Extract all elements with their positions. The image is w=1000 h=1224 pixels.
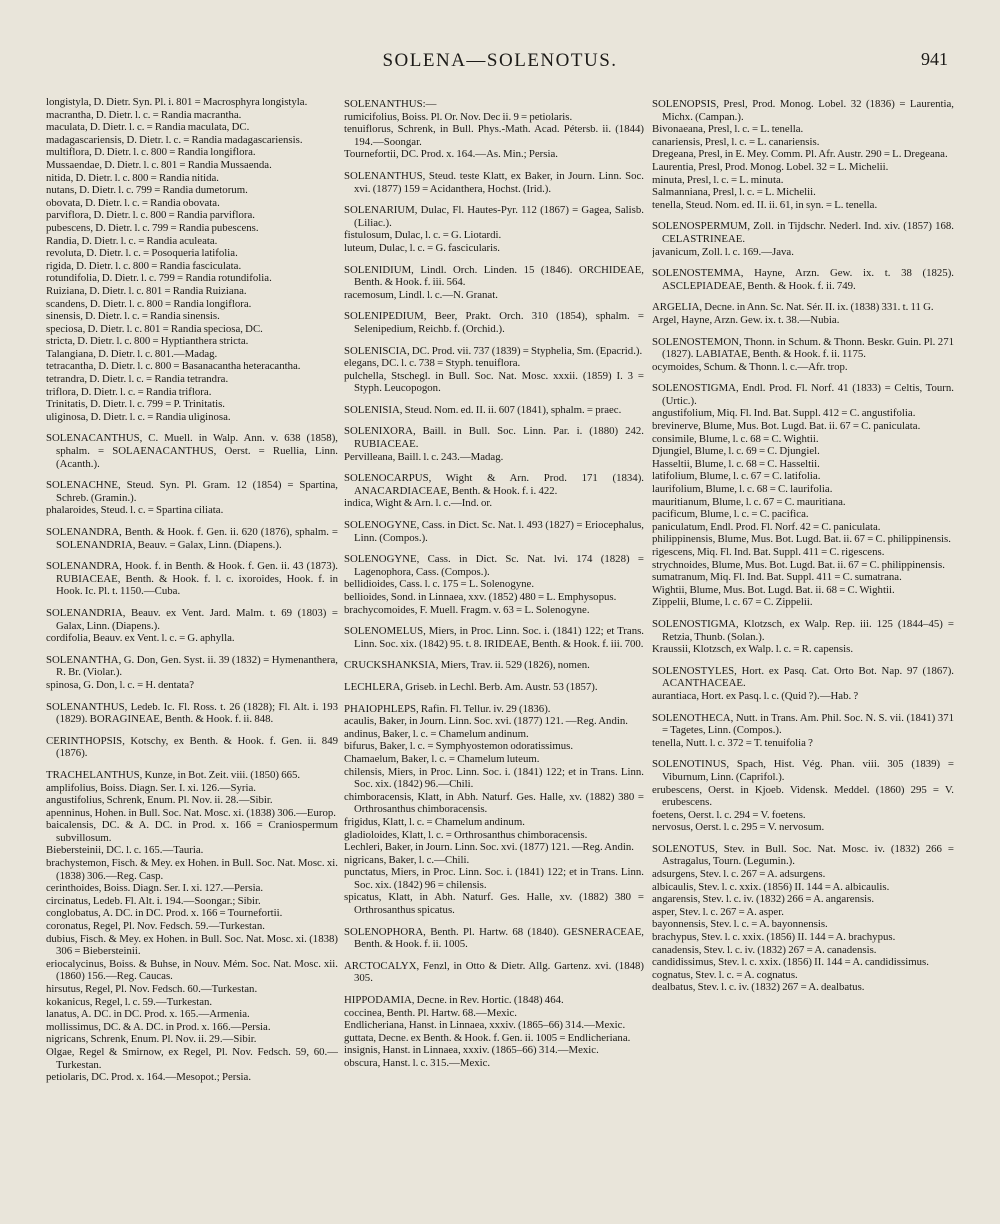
dictionary-entry: CERINTHOPSIS, Kotschy, ex Benth. & Hook. f. Gen. ii. 849 (1876). bbox=[46, 734, 338, 760]
dictionary-entry: Trinitatis, D. Dietr. l. c. 799 = P. Trinitatis. bbox=[46, 398, 225, 411]
dictionary-entry: SOLENOSPERMUM, Zoll. in Tijdschr. Nederl. Ind. xiv. (1857) 168. CELASTRINEAE. bbox=[652, 220, 954, 245]
dictionary-entry: eriocalycinus, Boiss. & Buhse, in Nouv. Mém. Soc. Nat. Mosc. xii. (1860) 156.—Reg. Caucas. bbox=[46, 957, 338, 983]
dictionary-entry: chimboracensis, Klatt, in Abh. Naturf. Ges. Halle, xv. (1882) 380 = Orthrosanthus chimboracensis. bbox=[344, 790, 644, 816]
dictionary-entry: spinosa, G. Don, l. c. = H. dentata? bbox=[46, 678, 195, 691]
dictionary-entry: stricta, D. Dietr. l. c. 800 = Hyptianthera stricta. bbox=[46, 335, 249, 348]
column-left bbox=[46, 96, 338, 1202]
dictionary-entry: SOLENOTHECA, Nutt. in Trans. Am. Phil. Soc. N. S. vii. (1841) 371 = Tagetes, Linn. (Compos.). bbox=[652, 711, 954, 737]
dictionary-entry: SOLENOSTIGMA, Klotzsch, ex Walp. Rep. iii. 125 (1844–45) = Retzia, Thunb. (Solan.). bbox=[652, 617, 954, 643]
dictionary-entry: nitida, D. Dietr. l. c. 800 = Randia nitida. bbox=[46, 171, 220, 184]
dictionary-entry: SOLENOTUS, Stev. in Bull. Soc. Nat. Mosc. iv. (1832) 266 = Astragalus, Tourn. (Legumin.). bbox=[652, 842, 954, 868]
dictionary-entry: Wightii, Blume, Mus. Bot. Lugd. Bat. ii. 68 = C. Wightii. bbox=[652, 583, 895, 596]
dictionary-entry: tenella, Steud. Nom. ed. II. ii. 61, in syn. = L. tenella. bbox=[652, 198, 878, 211]
dictionary-entry: consimile, Blume, l. c. 68 = C. Wightii. bbox=[652, 432, 819, 445]
column-middle bbox=[344, 96, 644, 1202]
dictionary-entry: rotundifolia, D. Dietr. l. c. 799 = Randia rotundifolia. bbox=[46, 272, 272, 285]
dictionary-entry: bellioides, Sond. in Linnaea, xxv. (1852) 480 = L. Emphysopus. bbox=[344, 591, 617, 603]
dictionary-entry: PHAIOPHLEPS, Rafin. Fl. Tellur. iv. 29 (1836). bbox=[344, 702, 551, 715]
dictionary-entry: spicatus, Klatt, in Abh. Naturf. Ges. Halle, xv. (1882) 380 = Orthrosanthus spicatus. bbox=[344, 891, 644, 917]
dictionary-entry: parviflora, D. Dietr. l. c. 800 = Randia parviflora. bbox=[46, 209, 255, 222]
dictionary-entry: candidissimus, Stev. l. c. xxix. (1856) II. 144 = A. candidissimus. bbox=[652, 956, 929, 969]
dictionary-entry: SOLENANTHUS:— bbox=[344, 98, 437, 110]
dictionary-entry: adsurgens, Stev. l. c. 267 = A. adsurgens. bbox=[652, 868, 826, 881]
dictionary-entry: SOLENACHNE, Steud. Syn. Pl. Gram. 12 (1854) = Spartina, Schreb. (Gramin.). bbox=[46, 479, 338, 504]
dictionary-entry: phalaroides, Steud. l. c. = Spartina ciliata. bbox=[46, 504, 224, 517]
dictionary-entry: Randia, D. Dietr. l. c. = Randia aculeata. bbox=[46, 234, 218, 247]
dictionary-entry: SOLENIDIUM, Lindl. Orch. Linden. 15 (1846). ORCHIDEAE, Benth. & Hook. f. iii. 564. bbox=[344, 263, 644, 289]
dictionary-entry: guttata, Decne. ex Benth. & Hook. f. Gen. ii. 1005 = Endlicheriana. bbox=[344, 1031, 631, 1044]
dictionary-entry: SOLENANTHUS, Steud. teste Klatt, ex Baker, in Journ. Linn. Soc. xvi. (1877) 159 = Acidanthera, Hochst. (Irid.). bbox=[344, 169, 644, 195]
dictionary-entry: scandens, D. Dietr. l. c. 800 = Randia longiflora. bbox=[46, 297, 252, 310]
dictionary-entry: Salmanniana, Presl, l. c. = L. Michelii. bbox=[652, 186, 816, 199]
dictionary-entry: aurantiaca, Hort. ex Pasq. l. c. (Quid ?).—Hab. ? bbox=[652, 689, 859, 702]
dictionary-entry: apenninus, Hohen. in Bull. Soc. Nat. Mosc. xi. (1838) 306.—Europ. bbox=[46, 806, 336, 819]
dictionary-entry: LECHLERA, Griseb. in Lechl. Berb. Am. Austr. 53 (1857). bbox=[344, 680, 598, 693]
dictionary-entry: uliginosa, D. Dietr. l. c. = Randia uliginosa. bbox=[46, 410, 231, 423]
dictionary-entry: Kraussii, Klotzsch, ex Walp. l. c. = R. capensis. bbox=[652, 643, 854, 656]
dictionary-entry: insignis, Hanst. in Linnaea, xxxiv. (1865–66) 314.—Mexic. bbox=[344, 1044, 599, 1057]
dictionary-entry: coronatus, Regel, Pl. Nov. Fedsch. 59.—Turkestan. bbox=[46, 920, 265, 933]
dictionary-entry: frigidus, Klatt, l. c. = Chamelum andinum. bbox=[344, 815, 525, 828]
dictionary-entry: SOLENARIUM, Dulac, Fl. Hautes-Pyr. 112 (1867) = Gagea, Salisb. (Liliac.). bbox=[344, 204, 644, 229]
dictionary-entry: cognatus, Stev. l. c. = A. cognatus. bbox=[652, 968, 798, 981]
running-head: SOLENA—SOLENOTUS. bbox=[382, 50, 618, 71]
dictionary-entry: SOLENANDRA, Benth. & Hook. f. Gen. ii. 620 (1876), sphalm. = SOLENANDRIA, Beauv. = Galax, Linn. (Diapens.). bbox=[46, 526, 338, 551]
dictionary-entry: circinatus, Ledeb. Fl. Alt. i. 194.—Soongar.; Sibir. bbox=[46, 894, 261, 907]
dictionary-entry: Ruiziana, D. Dietr. l. c. 801 = Randia Ruiziana. bbox=[46, 284, 247, 297]
dictionary-entry: tetrandra, D. Dietr. l. c. = Randia tetrandra. bbox=[46, 373, 229, 386]
dictionary-entry: bayonnensis, Stev. l. c. = A. bayonnensis. bbox=[652, 918, 828, 931]
dictionary-entry: bifurus, Baker, l. c. = Symphyostemon odoratissimus. bbox=[344, 740, 574, 753]
dictionary-entry: Talangiana, D. Dietr. l. c. 801.—Madag. bbox=[46, 347, 218, 360]
dictionary-entry: indica, Wight & Arn. l. c.—Ind. or. bbox=[344, 497, 493, 510]
dictionary-entry: dubius, Fisch. & Mey. ex Hohen. in Bull. Soc. Nat. Mosc. xi. (1838) 306 = Biebersteinii. bbox=[46, 932, 338, 958]
dictionary-entry: andinus, Baker, l. c. = Chamelum andinum. bbox=[344, 727, 529, 740]
dictionary-entry: erubescens, Oerst. in Kjoeb. Vidensk. Meddel. (1860) 295 = V. erubescens. bbox=[652, 783, 954, 809]
dictionary-entry: SOLENOPSIS, Presl, Prod. Monog. Lobel. 32 (1836) = Laurentia, Michx. (Campan.). bbox=[652, 98, 954, 123]
dictionary-entry: elegans, DC. l. c. 738 = Styph. tenuiflora. bbox=[344, 357, 521, 370]
dictionary-entry: philippinensis, Blume, Mus. Bot. Lugd. Bat. ii. 67 = C. philippinensis. bbox=[652, 533, 951, 546]
dictionary-entry: madagascariensis, D. Dietr. l. c. = Randia madagascariensis. bbox=[46, 133, 303, 146]
dictionary-entry: SOLENISCIA, DC. Prod. vii. 737 (1839) = Styphelia, Sm. (Epacrid.). bbox=[344, 344, 643, 357]
dictionary-entry: SOLENOPHORA, Benth. Pl. Hartw. 68 (1840). GESNERACEAE, Benth. & Hook. f. ii. 1005. bbox=[344, 925, 644, 951]
dictionary-entry: SOLENOSTIGMA, Endl. Prod. Fl. Norf. 41 (1833) = Celtis, Tourn. (Urtic.). bbox=[652, 382, 954, 407]
dictionary-entry: CRUCKSHANKSIA, Miers, Trav. ii. 529 (1826), nomen. bbox=[344, 659, 590, 672]
dictionary-entry: longistyla, D. Dietr. Syn. Pl. i. 801 = Macrosphyra longistyla. bbox=[46, 96, 308, 108]
dictionary-entry: ARCTOCALYX, Fenzl, in Otto & Dietr. Allg. Gartenz. xvi. (1848) 305. bbox=[344, 959, 644, 985]
dictionary-entry: triflora, D. Dietr. l. c. = Randia triflora. bbox=[46, 385, 212, 398]
dictionary-entry: luteum, Dulac, l. c. = G. fascicularis. bbox=[344, 241, 500, 254]
dictionary-entry: nigricans, Baker, l. c.—Chili. bbox=[344, 853, 470, 866]
dictionary-entry: Dregeana, Presl, in E. Mey. Comm. Pl. Afr. Austr. 290 = L. Dregeana. bbox=[652, 148, 948, 161]
dictionary-entry: kokanicus, Regel, l. c. 59.—Turkestan. bbox=[46, 995, 213, 1008]
dictionary-entry: brachycomoides, F. Muell. Fragm. v. 63 = L. Solenogyne. bbox=[344, 603, 590, 616]
dictionary-entry: obscura, Hanst. l. c. 315.—Mexic. bbox=[344, 1057, 491, 1069]
dictionary-entry: fistulosum, Dulac, l. c. = G. Liotardi. bbox=[344, 229, 502, 242]
dictionary-entry: tenella, Nutt. l. c. 372 = T. tenuifolia ? bbox=[652, 736, 813, 749]
dictionary-entry: hirsutus, Regel, Pl. Nov. Fedsch. 60.—Turkestan. bbox=[46, 983, 258, 995]
dictionary-entry: rumicifolius, Boiss. Pl. Or. Nov. Dec ii. 9 = petiolaris. bbox=[344, 110, 573, 123]
dictionary-entry: minuta, Presl, l. c. = L. minuta. bbox=[652, 173, 784, 186]
dictionary-entry: HIPPODAMIA, Decne. in Rev. Hortic. (1848) 464. bbox=[344, 994, 564, 1007]
dictionary-entry: mauritianum, Blume, l. c. 67 = C. mauritiana. bbox=[652, 495, 846, 508]
dictionary-entry: angustifolium, Miq. Fl. Ind. Bat. Suppl. 412 = C. angustifolia. bbox=[652, 407, 916, 420]
dictionary-entry: canadensis, Stev. l. c. iv. (1832) 267 = A. canadensis. bbox=[652, 943, 877, 956]
dictionary-entry: gladioloides, Klatt, l. c. = Orthrosanthus chimboracensis. bbox=[344, 828, 588, 841]
dictionary-entry: pacificum, Blume, l. c. = C. pacifica. bbox=[652, 508, 809, 521]
dictionary-entry: paniculatum, Endl. Prod. Fl. Norf. 42 = C. paniculata. bbox=[652, 520, 881, 533]
dictionary-entry: nigricans, Schrenk, Enum. Pl. Nov. ii. 29.—Sibir. bbox=[46, 1033, 257, 1046]
dictionary-entry: angustifolius, Schrenk, Enum. Pl. Nov. ii. 28.—Sibir. bbox=[46, 794, 273, 807]
dictionary-entry: maculata, D. Dietr. l. c. = Randia maculata, DC. bbox=[46, 121, 250, 134]
dictionary-entry: angarensis, Stev. l. c. iv. (1832) 266 = A. angarensis. bbox=[652, 893, 875, 906]
dictionary-entry: SOLENOGYNE, Cass. in Dict. Sc. Nat. lvi. 174 (1828) = Lagenophora, Cass. (Compos.). bbox=[344, 553, 644, 578]
dictionary-entry: ARGELIA, Decne. in Ann. Sc. Nat. Sér. II. ix. (1838) 331. t. 11 G. bbox=[652, 301, 934, 314]
dictionary-entry: speciosa, D. Dietr. l. c. 801 = Randia speciosa, DC. bbox=[46, 322, 263, 335]
dictionary-entry: punctatus, Miers, in Proc. Linn. Soc. i. (1841) 122; et in Trans. Linn. Soc. xix. (1842) 96 = chilensis. bbox=[344, 866, 644, 891]
dictionary-entry: canariensis, Presl, l. c. = L. canariensis. bbox=[652, 135, 820, 148]
dictionary-entry: SOLENANDRA, Hook. f. in Benth. & Hook. f. Gen. ii. 43 (1873). RUBIACEAE, Benth. & Hook. f. l. c. ixoroides, Hook. f. in Hook. Ic. Pl. t. 1150.—Cuba. bbox=[46, 560, 338, 598]
dictionary-entry: amplifolius, Boiss. Diagn. Ser. I. xi. 126.—Syria. bbox=[46, 781, 256, 794]
dictionary-entry: javanicum, Zoll. l. c. 169.—Java. bbox=[652, 245, 794, 258]
dictionary-entry: revoluta, D. Dietr. l. c. = Posoqueria latifolia. bbox=[46, 247, 238, 260]
dictionary-entry: chilensis, Miers, in Proc. Linn. Soc. i. (1841) 122; et in Trans. Linn. Soc. xix. (1842) 96.—Chili. bbox=[344, 765, 644, 791]
dictionary-entry: TRACHELANTHUS, Kunze, in Bot. Zeit. viii. (1850) 665. bbox=[46, 768, 301, 781]
dictionary-entry: SOLENOTINUS, Spach, Hist. Vég. Phan. viii. 305 (1839) = Viburnum, Linn. (Caprifol.). bbox=[652, 758, 954, 783]
dictionary-entry: Mussaendae, D. Dietr. l. c. 801 = Randia Mussaenda. bbox=[46, 158, 272, 171]
dictionary-entry: SOLENANDRIA, Beauv. ex Vent. Jard. Malm. t. 69 (1803) = Galax, Linn. (Diapens.). bbox=[46, 606, 338, 632]
dictionary-entry: Argel, Hayne, Arzn. Gew. ix. t. 38.—Nubia. bbox=[652, 313, 840, 326]
column-right bbox=[652, 96, 954, 1202]
dictionary-entry: brevinerve, Blume, Mus. Bot. Lugd. Bat. ii. 67 = C. paniculata. bbox=[652, 420, 921, 433]
dictionary-entry: brachypus, Stev. l. c. xxix. (1856) II. 144 = A. brachypus. bbox=[652, 931, 896, 944]
dictionary-entry: SOLENOGYNE, Cass. in Dict. Sc. Nat. l. 493 (1827) = Eriocephalus, Linn. (Compos.). bbox=[344, 519, 644, 544]
dictionary-entry: acaulis, Baker, in Journ. Linn. Soc. xvi. (1877) 121. —Reg. Andin. bbox=[344, 715, 628, 728]
dictionary-entry: SOLENISIA, Steud. Nom. ed. II. ii. 607 (1841), sphalm. = praec. bbox=[344, 403, 622, 416]
dictionary-entry: pulchella, Stschegl. in Bull. Soc. Nat. Mosc. xxxii. (1859) I. 3 = Styph. Leucopogon. bbox=[344, 369, 644, 395]
dictionary-entry: SOLENANTHUS, Ledeb. Ic. Fl. Ross. t. 26 (1828); Fl. Alt. i. 193 (1829). BORAGINEAE, Benth. & Hook. f. ii. 848. bbox=[46, 700, 338, 726]
dictionary-entry: brachystemon, Fisch. & Mey. ex Hohen. in Bull. Soc. Nat. Mosc. xi. (1838) 306.—Reg. Casp. bbox=[46, 857, 338, 882]
dictionary-entry: lanatus, A. DC. in DC. Prod. x. 165.—Armenia. bbox=[46, 1008, 250, 1021]
dictionary-entry: bellidioides, Cass. l. c. 175 = L. Solenogyne. bbox=[344, 578, 535, 591]
dictionary-entry: foetens, Oerst. l. c. 294 = V. foetens. bbox=[652, 808, 806, 821]
dictionary-entry: rigida, D. Dietr. l. c. 800 = Randia fasciculata. bbox=[46, 259, 242, 272]
dictionary-entry: Pervilleana, Baill. l. c. 243.—Madag. bbox=[344, 450, 504, 463]
dictionary-entry: multiflora, D. Dietr. l. c. 800 = Randia longiflora. bbox=[46, 146, 256, 159]
dictionary-entry: macrantha, D. Dietr. l. c. = Randia macrantha. bbox=[46, 108, 242, 121]
dictionary-entry: Biebersteinii, DC. l. c. 165.—Tauria. bbox=[46, 844, 204, 857]
dictionary-entry: Tournefortii, DC. Prod. x. 164.—As. Min.; Persia. bbox=[344, 148, 558, 161]
dictionary-entry: cerinthoides, Boiss. Diagn. Ser. I. xi. 127.—Persia. bbox=[46, 882, 264, 895]
dictionary-entry: obovata, D. Dietr. l. c. = Randia obovata. bbox=[46, 196, 220, 209]
dictionary-entry: Hasseltii, Blume, l. c. 68 = C. Hasseltii. bbox=[652, 457, 820, 470]
dictionary-entry: Laurentia, Presl, Prod. Monog. Lobel. 32 = L. Michelii. bbox=[652, 160, 889, 173]
dictionary-entry: latifolium, Blume, l. c. 67 = C. latifolia. bbox=[652, 470, 821, 483]
page-number: 941 bbox=[921, 49, 948, 69]
dictionary-entry: asper, Stev. l. c. 267 = A. asper. bbox=[652, 905, 784, 918]
dictionary-entry: Zippelii, Blume, l. c. 67 = C. Zippelii. bbox=[652, 596, 813, 609]
dictionary-entry: dealbatus, Stev. l. c. iv. (1832) 267 = A. dealbatus. bbox=[652, 981, 865, 994]
dictionary-entry: nutans, D. Dietr. l. c. 799 = Randia dumetorum. bbox=[46, 184, 248, 197]
dictionary-entry: racemosum, Lindl. l. c.—N. Granat. bbox=[344, 288, 498, 301]
dictionary-entry: pubescens, D. Dietr. l. c. 799 = Randia pubescens. bbox=[46, 221, 259, 234]
dictionary-entry: rigescens, Miq. Fl. Ind. Bat. Suppl. 411 = C. rigescens. bbox=[652, 546, 885, 558]
dictionary-entry: SOLENACANTHUS, C. Muell. in Walp. Ann. v. 638 (1858), sphalm. = SOLAENACANTHUS, Oerst. = Ruellia, Linn. (Acanth.). bbox=[46, 432, 338, 470]
dictionary-entry: sumatranum, Miq. Fl. Ind. Bat. Suppl. 411 = C. sumatrana. bbox=[652, 571, 902, 584]
dictionary-entry: Endlicheriana, Hanst. in Linnaea, xxxiv. (1865–66) 314.—Mexic. bbox=[344, 1019, 626, 1032]
dictionary-entry: SOLENIPEDIUM, Beer, Prakt. Orch. 310 (1854), sphalm. = Selenipedium, Reichb. f. (Orchid.). bbox=[344, 310, 644, 335]
dictionary-entry: conglobatus, A. DC. in DC. Prod. x. 166 = Tournefortii. bbox=[46, 907, 283, 920]
dictionary-entry: Olgae, Regel & Smirnow, ex Regel, Pl. Nov. Fedsch. 59, 60.—Turkestan. bbox=[46, 1045, 338, 1071]
dictionary-entry: tetracantha, D. Dietr. l. c. 800 = Basanacantha heteracantha. bbox=[46, 360, 301, 373]
dictionary-entry: SOLENOCARPUS, Wight & Arn. Prod. 171 (1834). ANACARDIACEAE, Benth. & Hook. f. i. 422. bbox=[344, 472, 644, 497]
dictionary-entry: sinensis, D. Dietr. l. c. = Randia sinensis. bbox=[46, 310, 220, 323]
dictionary-entry: laurifolium, Blume, l. c. 68 = C. laurifolia. bbox=[652, 483, 833, 496]
dictionary-entry: tenuiflorus, Schrenk, in Bull. Phys.-Math. Acad. Pétersb. ii. (1844) 194.—Soongar. bbox=[344, 123, 644, 148]
dictionary-entry: Djungiel, Blume, l. c. 69 = C. Djungiel. bbox=[652, 445, 820, 458]
dictionary-entry: mollissimus, DC. & A. DC. in Prod. x. 166.—Persia. bbox=[46, 1020, 271, 1033]
dictionary-entry: SOLENIXORA, Baill. in Bull. Soc. Linn. Par. i. (1880) 242. RUBIACEAE. bbox=[344, 425, 644, 451]
dictionary-entry: strychnoides, Blume, Mus. Bot. Lugd. Bat. ii. 67 = C. philippinensis. bbox=[652, 558, 945, 571]
dictionary-entry: albicaulis, Stev. l. c. xxix. (1856) II. 144 = A. albicaulis. bbox=[652, 880, 890, 893]
dictionary-entry: nervosus, Oerst. l. c. 295 = V. nervosum. bbox=[652, 821, 825, 834]
dictionary-entry: SOLENOSTYLES, Hort. ex Pasq. Cat. Orto Bot. Nap. 97 (1867). ACANTHACEAE. bbox=[652, 664, 954, 690]
dictionary-entry: cordifolia, Beauv. ex Vent. l. c. = G. aphylla. bbox=[46, 632, 235, 645]
dictionary-entry: SOLENANTHA, G. Don, Gen. Syst. ii. 39 (1832) = Hymenanthera, R. Br. (Violar.). bbox=[46, 653, 338, 679]
dictionary-entry: Chamaelum, Baker, l. c. = Chamelum luteum. bbox=[344, 752, 540, 765]
dictionary-entry: SOLENOSTEMON, Thonn. in Schum. & Thonn. Beskr. Guin. Pl. 271 (1827). LABIATAE, Benth. & Hook. f. ii. 1175. bbox=[652, 335, 954, 361]
dictionary-entry: petiolaris, DC. Prod. x. 164.—Mesopot.; Persia. bbox=[46, 1071, 252, 1084]
dictionary-entry: SOLENOSTEMMA, Hayne, Arzn. Gew. ix. t. 38 (1825). ASCLEPIADEAE, Benth. & Hook. f. ii. 749. bbox=[652, 267, 954, 292]
dictionary-entry: baicalensis, DC. & A. DC. in Prod. x. 166 = Craniospermum subvillosum. bbox=[46, 819, 338, 844]
dictionary-entry: Bivonaeana, Presl, l. c. = L. tenella. bbox=[652, 123, 804, 136]
dictionary-entry: coccinea, Benth. Pl. Hartw. 68.—Mexic. bbox=[344, 1006, 518, 1019]
dictionary-entry: ocymoides, Schum. & Thonn. l. c.—Afr. trop. bbox=[652, 360, 848, 373]
dictionary-entry: Lechleri, Baker, in Journ. Linn. Soc. xvi. (1877) 121. —Reg. Andin. bbox=[344, 841, 634, 854]
dictionary-entry: SOLENOMELUS, Miers, in Proc. Linn. Soc. i. (1841) 122; et Trans. Linn. Soc. xix. (1842) 95. t. 8. IRIDEAE, Benth. & Hook. f. iii. 700. bbox=[344, 625, 644, 650]
